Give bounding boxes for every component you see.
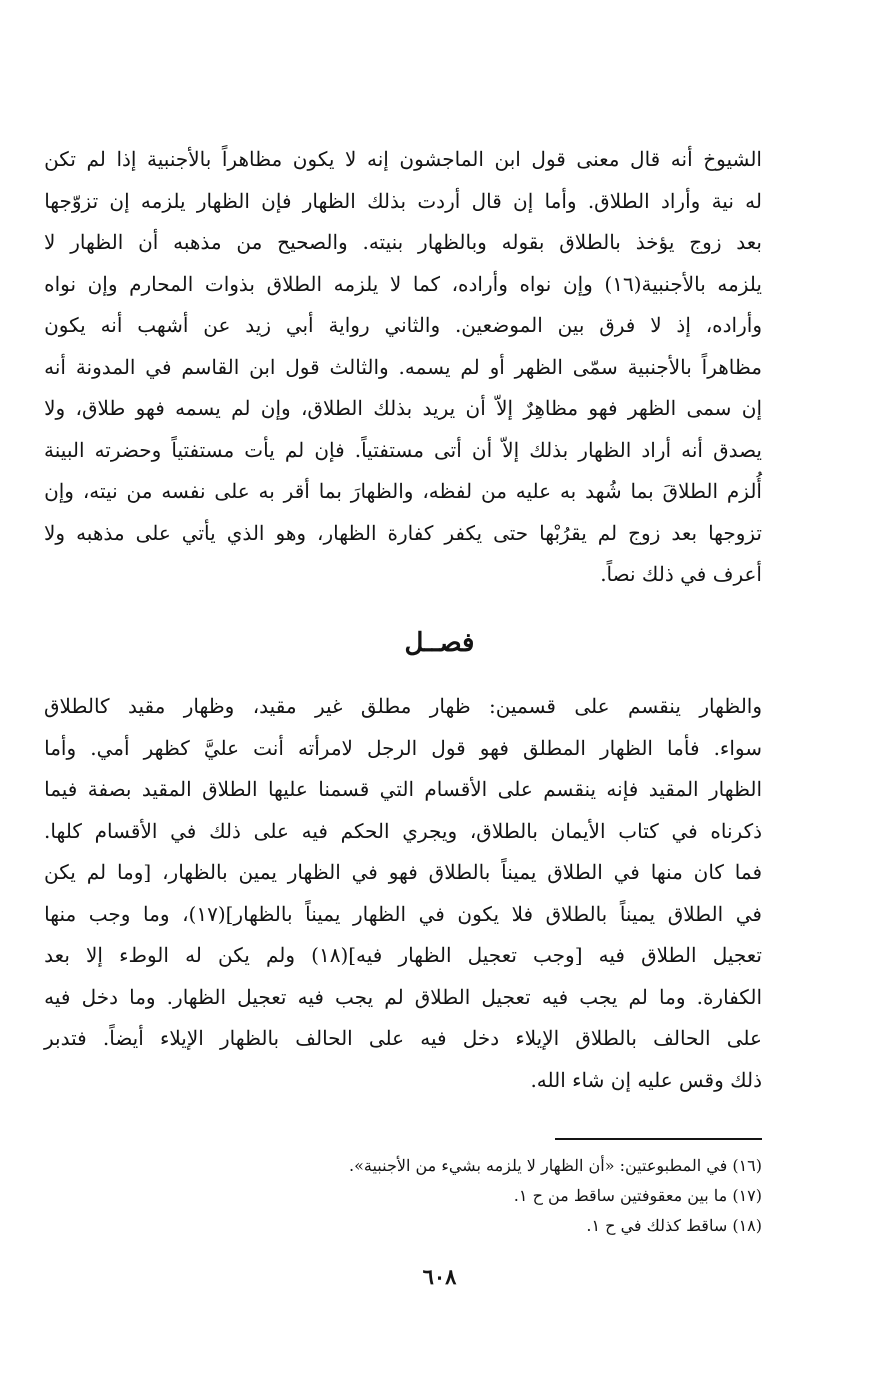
text-line: يلزمه بالأجنبية(١٦) وإن نواه وأراده، كما لا يلزمه الطلاق بذوات المحارم وإن نواه <box>44 271 762 296</box>
footnote-divider <box>555 1138 762 1140</box>
text-line: سواء. فأما الظهار المطلق فهو قول الرجل لامرأته أنت عليَّ كظهر أمي. وأما <box>44 735 762 760</box>
footnote-16: (١٦) في المطبوعتين: «أن الظهار لا يلزمه بشيء من الأجنبية». <box>349 1156 762 1175</box>
text-line: له نية وأراد الطلاق. وأما إن قال أردت بذلك الظهار فإن الظهار يلزمه إن تزوّجها <box>44 188 762 213</box>
section-heading <box>0 628 879 658</box>
text-line: يصدق أنه أراد الظهار بذلك إلاّ أن أتى مستفتياً. فإن لم يأت مستفتياً وحضرته البينة <box>44 437 762 462</box>
text-line: أُلزم الطلاقَ بما شُهد به عليه من لفظه، والظهارَ بما أقر به على نفسه من نيته، وإن <box>44 479 762 503</box>
paragraph-2 <box>44 686 762 1101</box>
text-line: الكفارة. وما لم يجب فيه تعجيل الطلاق لم يجب فيه تعجيل الظهار. وما دخل فيه <box>44 984 762 1009</box>
text-line: على الحالف بالطلاق الإيلاء دخل فيه على الحالف بالظهار الإيلاء أيضاً. فتدبر <box>44 1026 762 1050</box>
text-line: والظهار ينقسم على قسمين: ظهار مطلق غير مقيد، وظهار مقيد كالطلاق <box>44 694 762 718</box>
text-line: في الطلاق يميناً بالطلاق فلا يكون في الظهار يميناً بالظهار](١٧)، وما وجب منها <box>44 901 762 926</box>
text-line: مظاهراً بالأجنبية سمّى الظهر أو لم يسمه. والثالث قول ابن القاسم في المدونة أنه <box>44 354 762 379</box>
text-line: فما كان منها في الطلاق يميناً بالطلاق فهو في الظهار يمين بالظهار، [وما لم يكن <box>44 860 762 884</box>
footnote-17: (١٧) ما بين معقوفتين ساقط من ح ١. <box>513 1186 762 1205</box>
section-heading-text: فصــل <box>404 628 475 658</box>
text-line: تعجيل الطلاق فيه [وجب تعجيل الظهار فيه](١٨) ولم يكن له الوطء إلا بعد <box>44 943 762 967</box>
text-line: الظهار المقيد فإنه ينقسم على الأقسام التي قسمنا عليها الطلاق المقيد بصفة فيما <box>44 777 762 801</box>
text-line: إن سمى الظهر فهو مظاهِرٌ إلاّ أن يريد بذلك الطلاق، وإن لم يسمه فهو طلاق، ولا <box>44 396 762 420</box>
text-line: ذلك وقس عليه إن شاء الله. <box>530 1067 762 1092</box>
text-line: ذكرناه في كتاب الأيمان بالطلاق، ويجري الحكم فيه على ذلك في الأقسام كلها. <box>44 818 762 843</box>
paragraph-1 <box>44 139 762 596</box>
text-line: وأراده، إذ لا فرق بين الموضعين. والثاني رواية أبي زيد عن أشهب أنه يكون <box>44 313 762 337</box>
text-line: تزوجها بعد زوج لم يقرُبْها حتى يكفر كفارة الظهار، وهو الذي يأتي على مذهبه ولا <box>44 520 762 545</box>
text-line: الشيوخ أنه قال معنى قول ابن الماجشون إنه لا يكون مظاهراً بالأجنبية إذا لم تكن <box>44 147 762 171</box>
page-number: ٦٠٨ <box>422 1264 457 1289</box>
text-line: أعرف في ذلك نصاً. <box>600 562 762 586</box>
footnotes <box>300 1151 762 1241</box>
text-line: بعد زوج يؤخذ بالطلاق بقوله وبالظهار بنيته. والصحيح من مذهبه أن الظهار لا <box>44 230 762 254</box>
footnote-18: (١٨) ساقط كذلك في ح ١. <box>586 1216 762 1235</box>
